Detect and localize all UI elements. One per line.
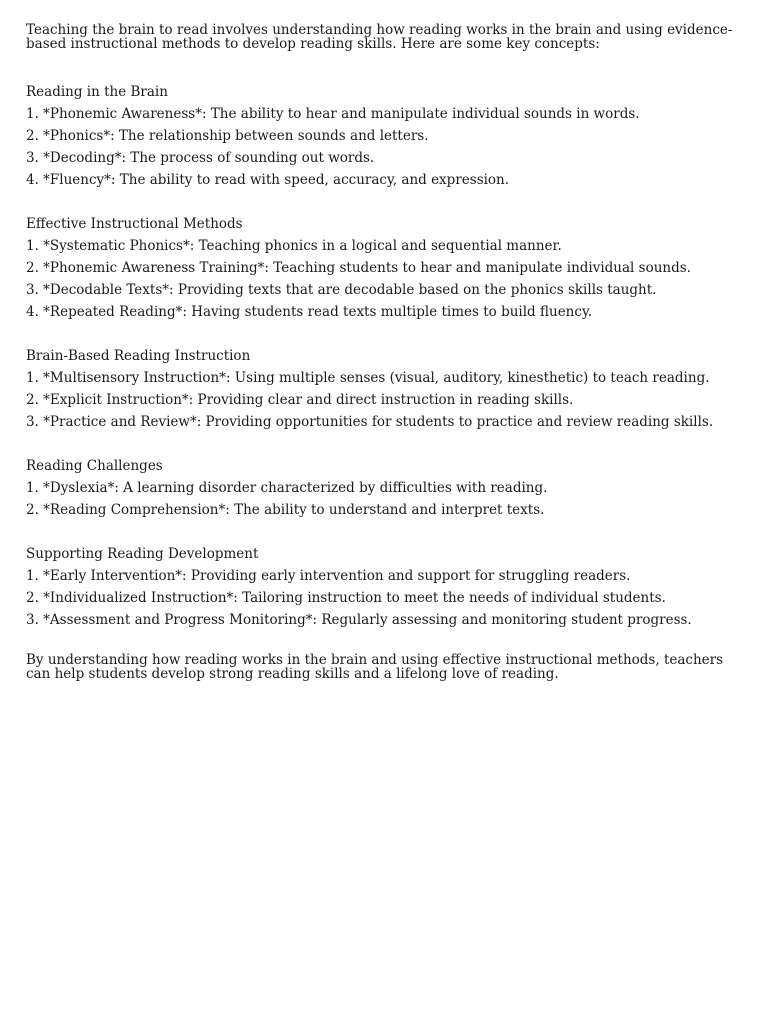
- list-item: 1. *Systematic Phonics*: Teaching phonics in a logical and sequential manner.: [26, 238, 562, 254]
- list-item: 3. *Decoding*: The process of sounding out words.: [26, 150, 375, 166]
- section-heading: Reading in the Brain: [26, 84, 168, 100]
- list-item: 2. *Reading Comprehension*: The ability to understand and interpret texts.: [26, 502, 545, 518]
- list-item: 4. *Fluency*: The ability to read with speed, accuracy, and expression.: [26, 172, 510, 188]
- section-list: [26, 367, 742, 433]
- list-item: 3. *Practice and Review*: Providing opportunities for students to practice and review reading skills.: [26, 414, 714, 430]
- list-item: 1. *Dyslexia*: A learning disorder characterized by difficulties with reading.: [26, 480, 548, 496]
- section-heading: Reading Challenges: [26, 458, 163, 474]
- section-reading-challenges: [26, 455, 742, 521]
- list-item: 2. *Phonics*: The relationship between sounds and letters.: [26, 128, 429, 144]
- section-list: [26, 235, 742, 323]
- list-item: 1. *Early Intervention*: Providing early intervention and support for struggling readers.: [26, 568, 631, 584]
- list-item: 2. *Explicit Instruction*: Providing clear and direct instruction in reading skills.: [26, 392, 574, 408]
- document-page: [26, 23, 742, 681]
- section-supporting-reading-development: [26, 543, 742, 631]
- section-heading: Effective Instructional Methods: [26, 216, 243, 232]
- section-list: [26, 565, 742, 631]
- list-item: 1. *Phonemic Awareness*: The ability to hear and manipulate individual sounds in words.: [26, 106, 640, 122]
- section-heading: Supporting Reading Development: [26, 546, 259, 562]
- list-item: 4. *Repeated Reading*: Having students read texts multiple times to build fluency.: [26, 304, 593, 320]
- section-effective-instructional-methods: [26, 213, 742, 323]
- list-item: 2. *Phonemic Awareness Training*: Teaching students to hear and manipulate individual sounds.: [26, 260, 691, 276]
- intro-paragraph: Teaching the brain to read involves understanding how reading works in the brain and using evidence-based instructional methods to develop reading skills. Here are some key concepts:: [26, 22, 733, 52]
- section-brain-based-reading-instruction: [26, 345, 742, 433]
- section-list: [26, 103, 742, 191]
- closing-paragraph: By understanding how reading works in the brain and using effective instructional methods, teachers can help students develop strong reading skills and a lifelong love of reading.: [26, 652, 724, 682]
- section-heading: Brain-Based Reading Instruction: [26, 348, 251, 364]
- list-item: 2. *Individualized Instruction*: Tailoring instruction to meet the needs of individual students.: [26, 590, 666, 606]
- list-item: 1. *Multisensory Instruction*: Using multiple senses (visual, auditory, kinesthetic) to teach reading.: [26, 370, 710, 386]
- list-item: 3. *Decodable Texts*: Providing texts that are decodable based on the phonics skills taught.: [26, 282, 657, 298]
- section-reading-in-the-brain: [26, 81, 742, 191]
- section-list: [26, 477, 742, 521]
- list-item: 3. *Assessment and Progress Monitoring*: Regularly assessing and monitoring student progress.: [26, 612, 692, 628]
